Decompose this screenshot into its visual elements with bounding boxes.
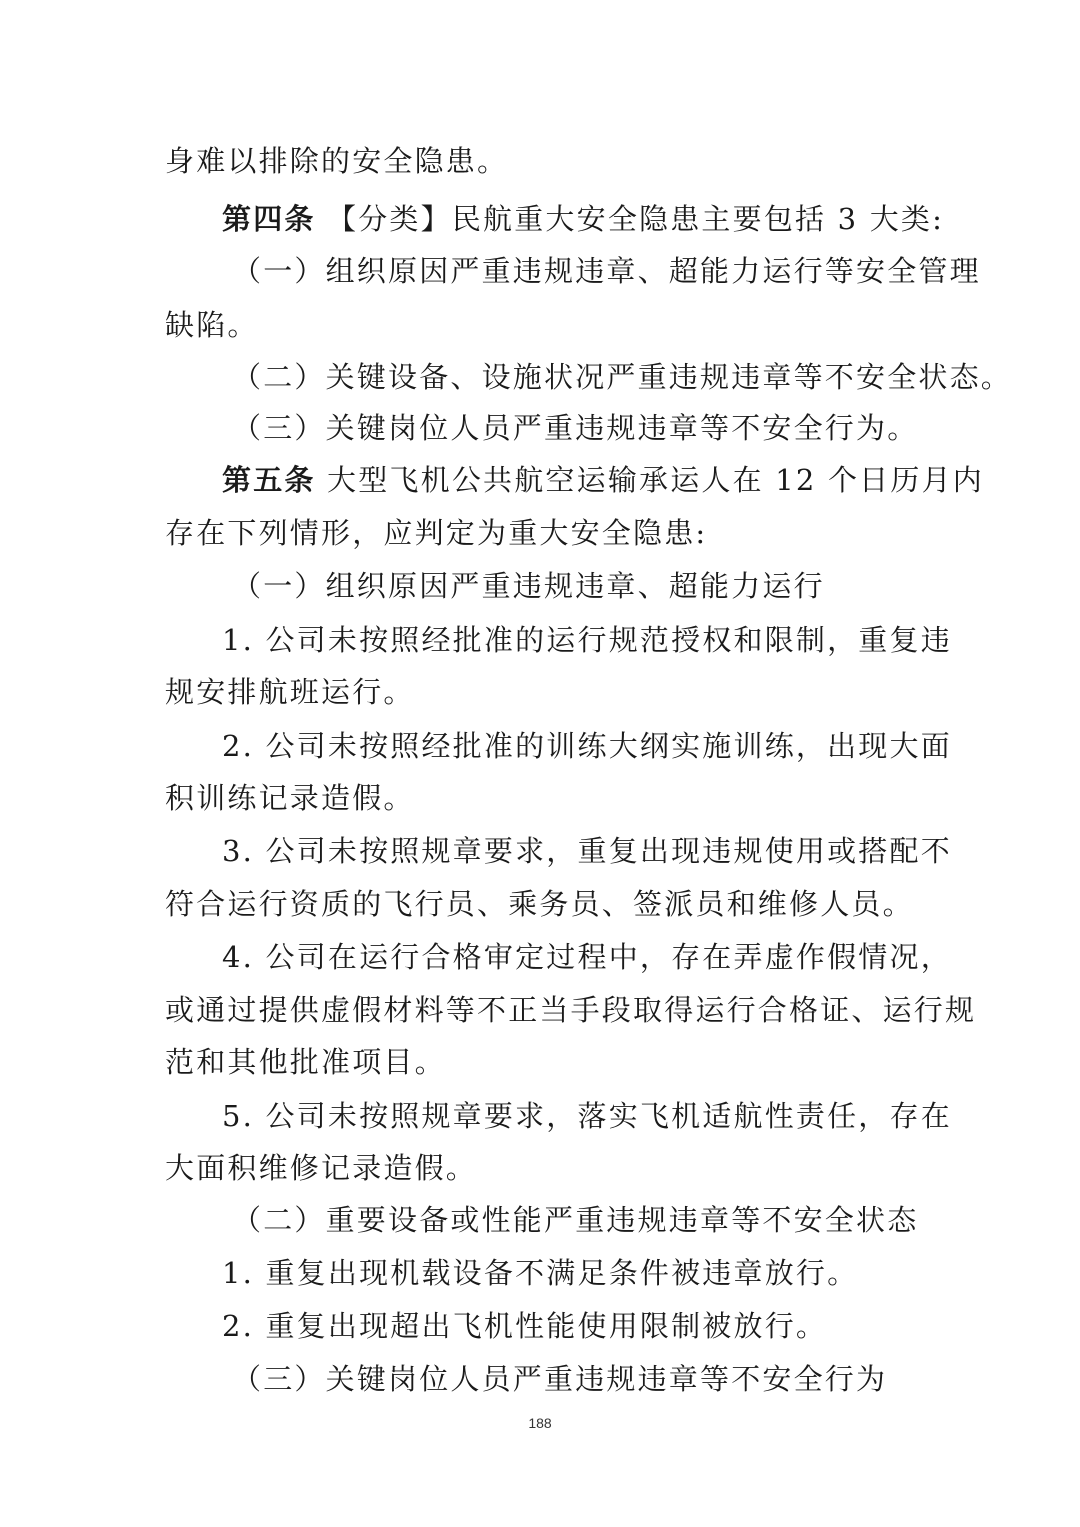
article-text: 大型飞机公共航空运输承运人在 12 个日历月内 <box>315 463 984 497</box>
text-line: 范和其他批准项目。 <box>165 1045 446 1079</box>
text-line: 身难以排除的安全隐患。 <box>165 144 509 178</box>
text-line: （三）关键岗位人员严重违规违章等不安全行为。 <box>232 411 919 445</box>
text-line: （二）关键设备、设施状况严重违规违章等不安全状态。 <box>232 360 1013 394</box>
text-line: 规安排航班运行。 <box>165 675 415 709</box>
text-line: 2. 重复出现超出飞机性能使用限制被放行。 <box>222 1309 828 1343</box>
text-line: （一）组织原因严重违规违章、超能力运行 <box>232 569 825 603</box>
text-line: 2. 公司未按照经批准的训练大纲实施训练，出现大面 <box>222 729 952 763</box>
text-line: 存在下列情形，应判定为重大安全隐患: <box>165 516 708 550</box>
article-line <box>222 460 984 500</box>
text-line: （一）组织原因严重违规违章、超能力运行等安全管理 <box>232 254 981 288</box>
text-line: 3. 公司未按照规章要求，重复出现违规使用或搭配不 <box>222 834 952 868</box>
text-line: 1. 重复出现机载设备不满足条件被违章放行。 <box>222 1256 859 1290</box>
text-line: （三）关键岗位人员严重违规违章等不安全行为 <box>232 1362 888 1396</box>
text-line: 4. 公司在运行合格审定过程中，存在弄虚作假情况， <box>222 940 952 974</box>
text-line: 1. 公司未按照经批准的运行规范授权和限制，重复违 <box>222 623 952 657</box>
article-text: 【分类】民航重大安全隐患主要包括 3 大类: <box>315 202 945 236</box>
text-line: 符合运行资质的飞行员、乘务员、签派员和维修人员。 <box>165 887 914 921</box>
article-line <box>222 199 945 239</box>
text-line: （二）重要设备或性能严重违规违章等不安全状态 <box>232 1203 919 1237</box>
text-line: 缺陷。 <box>165 308 259 342</box>
page-number: 188 <box>528 1415 552 1431</box>
article-heading: 第五条 <box>222 463 316 497</box>
text-line: 5. 公司未按照规章要求，落实飞机适航性责任，存在 <box>222 1099 952 1133</box>
text-line: 或通过提供虚假材料等不正当手段取得运行合格证、运行规 <box>165 993 977 1027</box>
text-line: 积训练记录造假。 <box>165 781 415 815</box>
text-line: 大面积维修记录造假。 <box>165 1151 478 1185</box>
article-heading: 第四条 <box>222 202 316 236</box>
